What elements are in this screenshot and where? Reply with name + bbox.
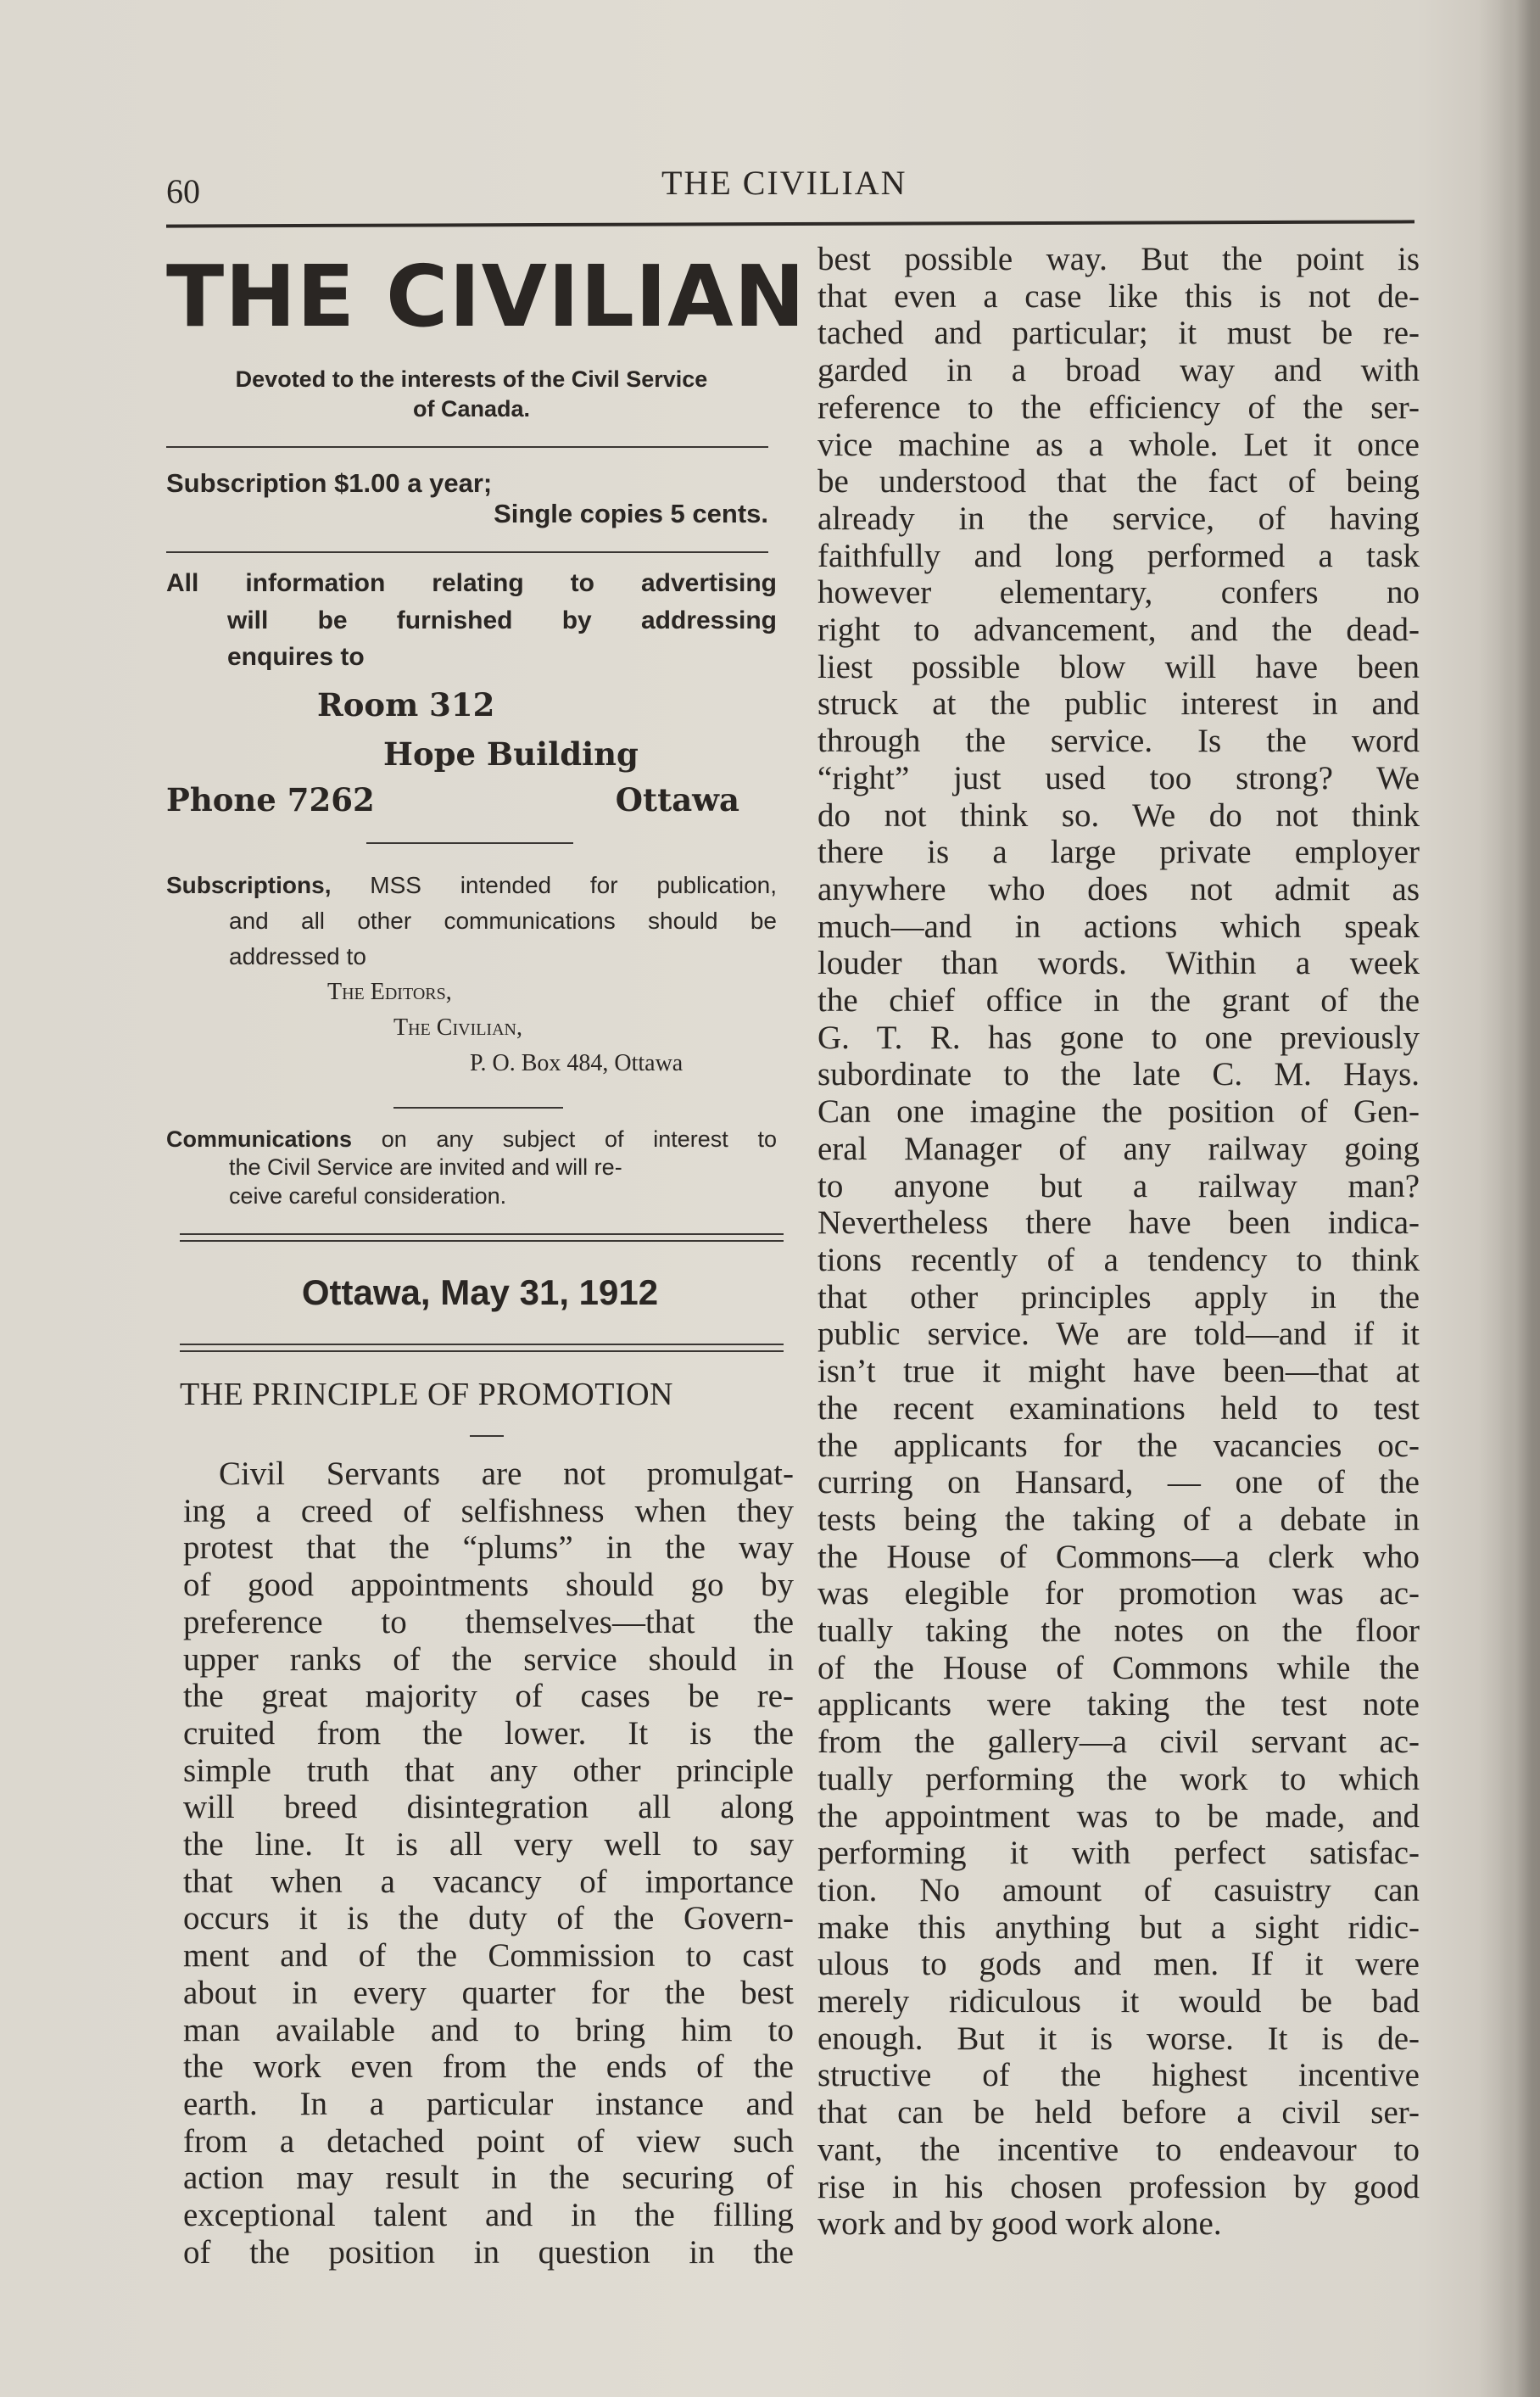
subs-line-1-bold: Subscriptions, xyxy=(166,871,332,898)
article-line: protest that the “plums” in the way xyxy=(183,1529,794,1567)
running-head xyxy=(166,159,1413,210)
article-line: preference to themselves—that the xyxy=(183,1603,794,1640)
article-column-right xyxy=(817,241,1420,2243)
article-line: Civil Servants are not promulgat- xyxy=(219,1456,794,1492)
communications-info xyxy=(166,1126,777,1211)
article-line: faithfully and long performed a task xyxy=(817,537,1420,574)
article-line: subordinate to the late C. M. Hays. xyxy=(817,1056,1420,1093)
article-line: tached and particular; it must be re- xyxy=(817,315,1420,352)
single-copy-price: Single copies 5 cents. xyxy=(494,499,768,529)
subs-line-1-rest: MSS intended for publication, xyxy=(331,871,777,898)
article-line: louder than words. Within a week xyxy=(817,945,1420,982)
article-line: enough. But it is worse. It is de- xyxy=(817,2020,1420,2057)
comms-line-3: ceive careful consideration. xyxy=(229,1183,507,1210)
article-line: the work even from the ends of the xyxy=(183,2048,794,2086)
masthead-devoted xyxy=(166,365,777,424)
article-line: from the gallery—a civil servant ac- xyxy=(817,1724,1420,1761)
article-line: vant, the incentive to endeavour to xyxy=(817,2131,1420,2168)
article-line: garded in a broad way and with xyxy=(817,352,1420,389)
article-line: will breed disintegration all along xyxy=(183,1789,794,1826)
address-phone: Phone 7262 xyxy=(166,780,375,819)
article-line: tions recently of a tendency to think xyxy=(817,1241,1420,1278)
article-line: merely ridiculous it would be bad xyxy=(817,1983,1420,2020)
article-line: public service. We are told—and if it xyxy=(817,1316,1420,1353)
article-line: that even a case like this is not de- xyxy=(817,277,1420,315)
article-line: earth. In a particular instance and xyxy=(183,2085,794,2122)
comms-line-1-bold: Communications xyxy=(166,1126,353,1152)
address-room: Room 312 xyxy=(317,685,495,724)
address-phone-row xyxy=(166,781,739,819)
article-line: ment and of the Commission to cast xyxy=(183,1937,794,1975)
subscription-info xyxy=(166,468,777,529)
masthead-title: THE CIVILIAN xyxy=(166,247,806,346)
devoted-line-2: of Canada. xyxy=(412,396,531,422)
address-building: Hope Building xyxy=(383,735,639,773)
article-line: exceptional talent and in the filling xyxy=(183,2197,794,2234)
article-line: isn’t true it might have been—that at xyxy=(817,1353,1420,1390)
page-number: 60 xyxy=(166,172,200,210)
article-line: from a detached point of view such xyxy=(183,2122,794,2160)
running-title: THE CIVILIAN xyxy=(661,164,907,202)
article-line: that when a vacancy of importance xyxy=(183,1863,794,1900)
article-line: ing a creed of selfishness when they xyxy=(183,1492,794,1529)
article-line: liest possible blow will have been xyxy=(817,648,1420,685)
article-line: of the position in question in the xyxy=(183,2233,794,2271)
masthead-rule-2 xyxy=(166,551,768,553)
masthead-box xyxy=(166,237,806,1437)
devoted-line-1: Devoted to the interests of the Civil Service xyxy=(235,366,708,392)
article-line: best possible way. But the point is xyxy=(817,241,1420,277)
article-line: tually performing the work to which xyxy=(817,1760,1420,1797)
article-line: the great majority of cases be re- xyxy=(183,1678,794,1715)
short-rule xyxy=(366,842,573,844)
subs-line-3: addressed to xyxy=(229,942,366,969)
article-line: occurs it is the duty of the Govern- xyxy=(183,1900,794,1937)
short-rule-2 xyxy=(393,1107,563,1109)
article-line: the applicants for the vacancies oc- xyxy=(817,1427,1420,1464)
article-line: to anyone but a railway man? xyxy=(817,1167,1420,1204)
comms-line-2: the Civil Service are invited and will re- xyxy=(229,1154,622,1181)
article-line: cruited from the lower. It is the xyxy=(183,1714,794,1752)
article-line: work and by good work alone. xyxy=(817,2205,1222,2243)
subscription-price: Subscription $1.00 a year; xyxy=(166,468,493,499)
article-line: right to advancement, and the dead- xyxy=(817,612,1420,649)
dateline: Ottawa, May 31, 1912 xyxy=(301,1271,659,1312)
article-line: the chief office in the grant of the xyxy=(817,982,1420,1020)
article-line: that can be held before a civil ser- xyxy=(817,2094,1420,2132)
article-line: performing it with perfect satisfac- xyxy=(817,1835,1420,1872)
article-line: applicants were taking the test note xyxy=(817,1686,1420,1724)
article-line: action may result in the securing of xyxy=(183,2160,794,2197)
article-line: however elementary, confers no xyxy=(817,574,1420,612)
binding-shadow xyxy=(1499,0,1540,2397)
article-line: man available and to bring him to xyxy=(183,2011,794,2048)
article-line: tests being the taking of a debate in xyxy=(817,1500,1420,1538)
article-line: eral Manager of any railway going xyxy=(817,1130,1420,1167)
subs-line-1 xyxy=(166,868,777,903)
article-line: of good appointments should go by xyxy=(183,1567,794,1604)
article-line: do not think so. We do not think xyxy=(817,796,1420,834)
article-line: through the service. Is the word xyxy=(817,723,1420,760)
subs-box: P. O. Box 484, Ottawa xyxy=(470,1049,684,1076)
article-line: “right” just used too strong? We xyxy=(817,759,1420,796)
article-line: structive of the highest incentive xyxy=(817,2057,1420,2094)
subs-editors: The Editors, xyxy=(327,978,452,1005)
article-line: Nevertheless there have been indica- xyxy=(817,1204,1420,1242)
subs-line-2: and all other communications should be xyxy=(229,907,777,934)
submissions-info xyxy=(166,868,777,1081)
header-rule xyxy=(166,220,1414,227)
article-line: the recent examinations held to test xyxy=(817,1389,1420,1427)
article-heading: THE PRINCIPLE OF PROMOTION xyxy=(180,1376,673,1412)
comms-line-1-rest: on any subject of interest to xyxy=(352,1126,777,1152)
article-line: ulous to gods and men. If it were xyxy=(817,1946,1420,1983)
article-line: much—and in actions which speak xyxy=(817,908,1420,945)
article-line: vice machine as a whole. Let it once xyxy=(817,426,1420,463)
article-line: reference to the efficiency of the ser- xyxy=(817,388,1420,426)
subs-civilian: The Civilian, xyxy=(393,1014,522,1041)
article-line: already in the service, of having xyxy=(817,500,1420,537)
article-line: simple truth that any other principle xyxy=(183,1752,794,1789)
article-line: rise in his chosen profession by good xyxy=(817,2168,1420,2205)
article-line: tion. No amount of casuistry can xyxy=(817,1871,1420,1908)
article-line: that other principles apply in the xyxy=(817,1278,1420,1316)
article-line: struck at the public interest in and xyxy=(817,685,1420,723)
address-city: Ottawa xyxy=(615,780,739,819)
article-line: G. T. R. has gone to one previously xyxy=(817,1019,1420,1056)
article-line: Can one imagine the position of Gen- xyxy=(817,1093,1420,1131)
advertising-line-3: enquires to xyxy=(227,643,365,672)
comms-line-1 xyxy=(166,1126,777,1154)
article-line: was elegible for promotion was ac- xyxy=(817,1575,1420,1612)
article-column-left xyxy=(183,1456,794,2271)
article-line: the appointment was to be made, and xyxy=(817,1797,1420,1835)
advertising-line-1: All information relating to advertising xyxy=(166,569,777,598)
heading-dash xyxy=(470,1435,504,1437)
article-line: about in every quarter for the best xyxy=(183,1974,794,2011)
advertising-line-2: will be furnished by addressing xyxy=(227,606,777,634)
article-line: tually taking the notes on the floor xyxy=(817,1612,1420,1650)
article-line: of the House of Commons while the xyxy=(817,1649,1420,1686)
dateline-rule-top xyxy=(180,1233,784,1242)
advertising-info xyxy=(166,565,777,676)
article-line: there is a large private employer xyxy=(817,834,1420,871)
article-line: be understood that the fact of being xyxy=(817,463,1420,500)
dateline-rule-bottom xyxy=(180,1344,784,1352)
article-line: make this anything but a sight ridic- xyxy=(817,1908,1420,1946)
masthead-rule xyxy=(166,446,768,448)
article-line: upper ranks of the service should in xyxy=(183,1640,794,1678)
article-line: the line. It is all very well to say xyxy=(183,1826,794,1863)
article-line: the House of Commons—a clerk who xyxy=(817,1538,1420,1575)
article-line: anywhere who does not admit as xyxy=(817,870,1420,908)
article-line: curring on Hansard, — one of the xyxy=(817,1464,1420,1501)
